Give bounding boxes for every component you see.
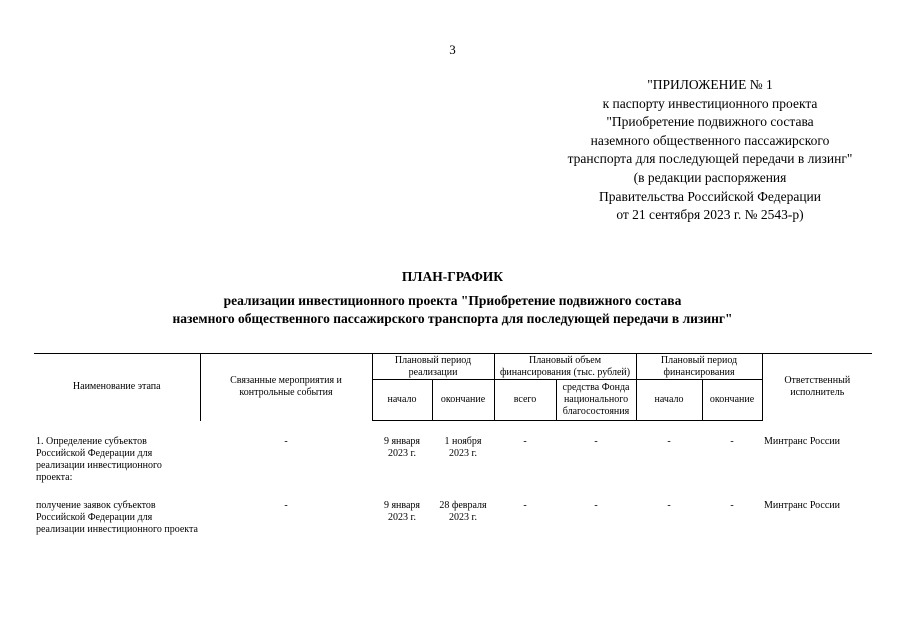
table-header-row — [34, 354, 872, 380]
header-related-events: Связанные мероприятия и контрольные события — [200, 354, 372, 421]
cell-total: - — [523, 499, 527, 511]
header-plan-volume: Плановый объем финансирования (тыс. рублей) — [494, 354, 636, 380]
header-plan-period: Плановый период реализации — [372, 354, 494, 380]
cell-responsible: Минтранс России — [764, 435, 840, 447]
appendix-line: "Приобретение подвижного состава — [606, 114, 814, 130]
appendix-line: (в редакции распоряжения — [633, 169, 787, 185]
appendix-line: наземного общественного пассажирского — [590, 132, 830, 148]
cell-related: - — [284, 499, 288, 511]
header-plan-financing-period: Плановый период финансирования — [636, 354, 762, 380]
header-stage-name: Наименование этапа — [34, 354, 200, 421]
header-plan-period-start: начало — [372, 380, 432, 421]
cell-end: 28 февраля 2023 г. — [439, 499, 487, 523]
table-row — [34, 484, 872, 536]
header-volume-total: всего — [494, 380, 556, 421]
cell-fin-start: - — [667, 436, 671, 447]
header-financing-end: окончание — [702, 380, 762, 421]
cell-total: - — [523, 436, 527, 447]
cell-responsible: Минтранс России — [764, 499, 840, 511]
appendix-line: от 21 сентября 2023 г. № 2543-р) — [616, 207, 804, 223]
header-financing-start: начало — [636, 380, 702, 421]
cell-fund: - — [594, 499, 598, 511]
cell-fin-end: - — [730, 436, 734, 447]
document-title: ПЛАН-ГРАФИК — [401, 269, 504, 284]
cell-fund: - — [594, 436, 598, 447]
appendix-line: "ПРИЛОЖЕНИЕ № 1 — [647, 77, 773, 92]
cell-end: 1 ноября 2023 г. — [444, 436, 482, 459]
appendix-line: Правительства Российской Федерации — [599, 188, 821, 204]
header-volume-fund: средства Фонда национального благосостояния — [556, 380, 636, 421]
cell-stage: получение заявок субъектов Российской Федерации для реализации инвестиционного проекта — [36, 499, 198, 535]
table-row — [34, 421, 872, 484]
cell-fin-start: - — [667, 499, 671, 511]
cell-fin-end: - — [730, 499, 734, 511]
cell-start: 9 января 2023 г. — [383, 436, 421, 459]
header-responsible: Ответственный исполнитель — [762, 354, 872, 421]
appendix-line: транспорта для последующей передачи в лизинг" — [567, 151, 853, 167]
appendix-line: к паспорту инвестиционного проекта — [602, 95, 818, 111]
header-plan-period-end: окончание — [432, 380, 494, 421]
page-number: 3 — [449, 42, 456, 57]
cell-start: 9 января 2023 г. — [383, 499, 421, 523]
document-subtitle-line: реализации инвестиционного проекта "Приобретение подвижного состава — [223, 293, 682, 308]
document-subtitle-line: наземного общественного пассажирского транспорта для последующей передачи в лизинг" — [172, 311, 733, 326]
cell-stage: 1. Определение субъектов Российской Федерации для реализации инвестиционного проекта: — [36, 435, 162, 483]
cell-related: - — [284, 435, 288, 447]
plan-schedule-table — [34, 353, 872, 536]
appendix-block — [520, 76, 900, 225]
